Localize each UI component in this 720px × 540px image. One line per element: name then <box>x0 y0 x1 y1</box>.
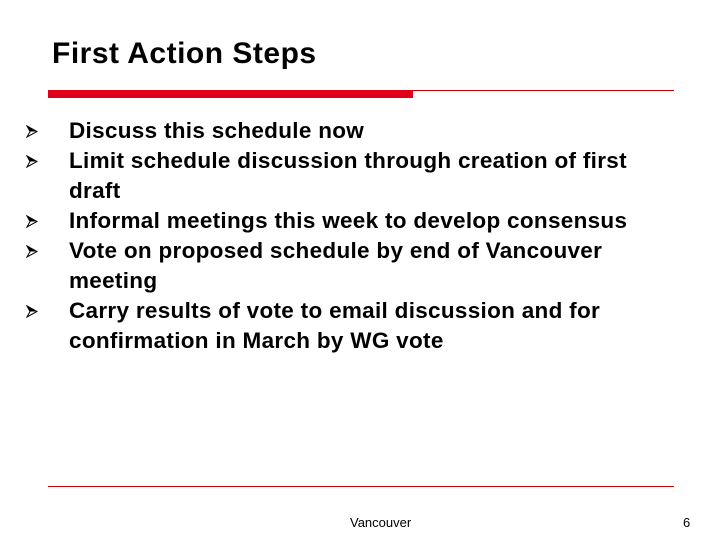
bullet-item <box>0 236 669 296</box>
page-number: 6 <box>683 515 691 530</box>
title-rule-thick <box>48 90 413 98</box>
footer-rule <box>48 486 674 487</box>
bullet-text: Discuss this schedule now <box>69 118 365 143</box>
slide-title: First Action Steps <box>52 37 317 70</box>
bullet-text: Limit schedule discussion through creation of first draft <box>69 148 627 203</box>
bullet-list <box>0 116 720 356</box>
arrow-bullet-icon <box>26 305 38 318</box>
arrow-bullet-icon <box>26 215 38 228</box>
bullet-item <box>0 146 669 206</box>
bullet-item <box>0 206 669 236</box>
arrow-bullet-icon <box>26 245 38 258</box>
arrow-bullet-icon <box>26 155 38 168</box>
bullet-item <box>0 116 669 146</box>
bullet-item <box>0 296 669 356</box>
title-rule-thin <box>413 90 674 91</box>
bullet-text: Vote on proposed schedule by end of Vancouver meeting <box>69 238 603 293</box>
footer-location: Vancouver <box>350 515 412 530</box>
arrow-bullet-icon <box>26 125 38 138</box>
bullet-text: Informal meetings this week to develop consensus <box>69 208 628 233</box>
bullet-text: Carry results of vote to email discussion and for confirmation in March by WG vote <box>69 298 601 353</box>
